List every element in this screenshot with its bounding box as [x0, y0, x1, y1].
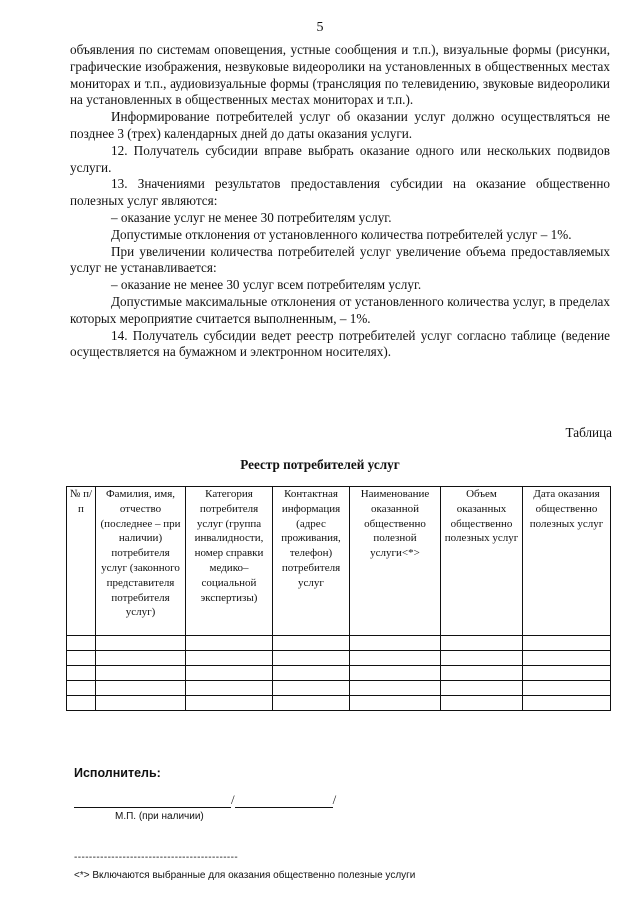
table-cell — [523, 651, 611, 666]
paragraph: – оказание услуг не менее 30 потребителям услуг. — [111, 209, 392, 225]
table-cell — [273, 651, 350, 666]
table-cell — [273, 681, 350, 696]
table-cell — [350, 696, 441, 711]
table-cell — [96, 651, 186, 666]
paragraph: объявления по системам оповещения, устные сообщения и т.п.), визуальные формы (рисунки, графические изображения, незвуковые видеоролики на установленных в общественных местах мониторах и т.п., аудиовизуальные формы (трансляция по телевидению, звуковые видеоролики на установленных в общественных местах мониторах и т.п.). — [70, 42, 610, 108]
paragraph: Информирование потребителей услуг об оказании услуг должно осуществляться не позднее 3 (трех) календарных дней до даты оказания услуги. — [70, 109, 610, 141]
header-date: Дата оказания общественно полезных услуг — [523, 487, 611, 636]
table-cell — [96, 681, 186, 696]
header-full-name: Фамилия, имя, отчество (последнее – при наличии) потребителя услуг (законного представителя потребителя услуг) — [96, 487, 186, 636]
table-cell — [96, 696, 186, 711]
stamp-note: М.П. (при наличии) — [115, 811, 204, 822]
table-cell — [67, 666, 96, 681]
table-cell — [186, 636, 273, 651]
table-row — [67, 681, 611, 696]
table-cell — [186, 696, 273, 711]
table-cell — [523, 696, 611, 711]
table-cell — [523, 636, 611, 651]
table-cell — [67, 651, 96, 666]
footnote: <*> Включаются выбранные для оказания общественно полезные услуги — [74, 870, 416, 881]
signature-separator: / — [231, 792, 235, 807]
table-row — [67, 651, 611, 666]
table-cell — [96, 666, 186, 681]
signature-line — [74, 792, 336, 808]
paragraph: Допустимые максимальные отклонения от установленного количества услуг, в пределах которых мероприятие считается выполненным, – 1%. — [70, 293, 610, 326]
signature-end-slash: / — [332, 792, 337, 807]
table-cell — [186, 666, 273, 681]
table-cell — [441, 666, 523, 681]
table-cell — [350, 666, 441, 681]
paragraph: 12. Получатель субсидии вправе выбрать оказание одного или нескольких подвидов услуги. — [70, 142, 610, 175]
header-category: Категория потребителя услуг (группа инвалидности, номер справки медико–социальной экспертизы) — [186, 487, 273, 636]
table-cell — [67, 681, 96, 696]
header-volume: Объем оказанных общественно полезных услуг — [441, 487, 523, 636]
table-cell — [67, 636, 96, 651]
table-header-row — [67, 487, 611, 636]
executor-label: Исполнитель: — [74, 766, 161, 780]
table-cell — [441, 681, 523, 696]
table-row — [67, 696, 611, 711]
table-cell — [186, 651, 273, 666]
table-cell — [350, 681, 441, 696]
table-cell — [273, 696, 350, 711]
table-cell — [441, 636, 523, 651]
table-cell — [441, 651, 523, 666]
table-cell — [350, 636, 441, 651]
table-cell — [273, 666, 350, 681]
signature-blank — [74, 793, 231, 808]
table-cell — [96, 636, 186, 651]
table-cell — [273, 636, 350, 651]
table-cell — [67, 696, 96, 711]
table-cell — [523, 681, 611, 696]
table-cell — [350, 651, 441, 666]
table-cell — [523, 666, 611, 681]
paragraph: – оказание не менее 30 услуг всем потребителям услуг. — [111, 277, 422, 293]
header-number: № п/п — [67, 487, 96, 636]
header-contact: Контактная информация (адрес проживания, телефон) потребителя услуг — [273, 487, 350, 636]
table-row — [67, 666, 611, 681]
paragraph: 14. Получатель субсидии ведет реестр потребителей услуг согласно таблице (ведение осуществляется на бумажном и электронном носителях). — [70, 327, 610, 360]
paragraph: 13. Значениями результатов предоставления субсидии на оказание общественно полезных услуг являются: — [70, 176, 610, 209]
header-service-name: Наименование оказанной общественно полезной услуги<*> — [350, 487, 441, 636]
paragraph: При увеличении количества потребителей услуг увеличение объема предоставляемых услуг не устанавливается: — [70, 243, 610, 276]
page-number: 5 — [316, 20, 324, 35]
table-caption: Таблица — [565, 425, 612, 440]
paragraph: Допустимые отклонения от установленного количества потребителей услуг – 1%. — [111, 226, 572, 242]
table-row — [67, 636, 611, 651]
body-text — [70, 42, 610, 361]
table-title: Реестр потребителей услуг — [240, 457, 400, 472]
footnote-rule: -------------------------------------------- — [74, 852, 239, 863]
registry-table — [66, 486, 611, 711]
table-cell — [441, 696, 523, 711]
table-cell — [186, 681, 273, 696]
name-blank — [235, 793, 333, 808]
